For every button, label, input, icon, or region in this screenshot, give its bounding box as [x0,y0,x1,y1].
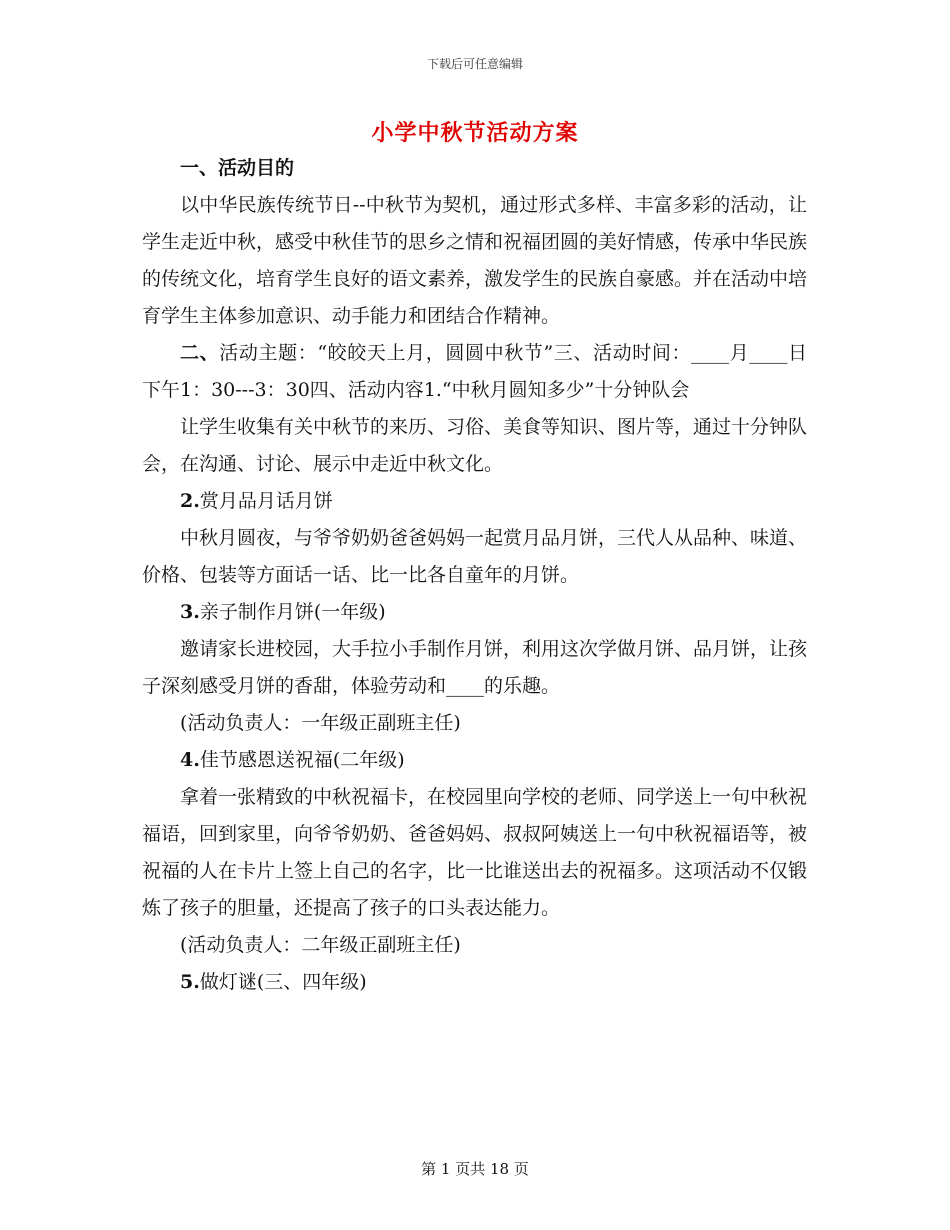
paragraph-item4: 拿着一张精致的中秋祝福卡，在校园里向学校的老师、同学送上一句中秋祝福语，回到家里，向爷爷奶奶、爸爸妈妈、叔叔阿姨送上一句中秋祝福语等，被祝福的人在卡片上签上自己的名字，比一比谁送出去的祝福多。这项活动不仅锻炼了孩子的胆量，还提高了孩子的口头表达能力。 [142,786,808,919]
item2-title: 赏月品月话月饼 [199,490,333,512]
item4-title: 佳节感恩送祝福(二年级) [199,749,405,771]
item5-number: 5. [180,971,200,993]
document-title: 小学中秋节活动方案 [371,120,579,146]
paragraph-item3: 邀请家长进校园，大手拉小手制作月饼，利用这次学做月饼、品月饼，让孩子深刻感受月饼的香甜，体验劳动和____的乐趣。 [142,638,808,697]
section-heading-theme: 二、 [180,342,220,364]
page-footer: 第 1 页共 18 页 [421,1160,529,1178]
item3-title: 亲子制作月饼(一年级) [199,601,386,623]
paragraph-theme-time-content [142,335,807,409]
item5-title: 做灯谜(三、四年级) [199,971,367,993]
section-heading-purpose: 一、活动目的 [180,157,295,179]
item5-heading [142,964,807,1001]
item4-responsible: (活动负责人：二年级正副班主任) [180,934,461,956]
item3-responsible: (活动负责人：一年级正副班主任) [180,712,461,734]
item2-number: 2. [180,490,200,512]
item4-number: 4. [180,749,200,771]
paragraph-item1: 让学生收集有关中秋节的来历、习俗、美食等知识、图片等，通过十分钟队会，在沟通、讨论、展示中走近中秋文化。 [142,416,808,475]
item3-heading [142,594,807,631]
paragraph-purpose: 以中华民族传统节日--中秋节为契机，通过形式多样、丰富多彩的活动，让学生走近中秋，感受中秋佳节的思乡之情和祝福团圆的美好情感，传承中华民族的传统文化，培育学生良好的语文素养，激发学生的民族自豪感。并在活动中培育学生主体参加意识、动手能力和团结合作精神。 [142,194,808,327]
item2-heading [142,483,807,520]
document-body [142,150,807,1001]
header-note: 下载后可任意编辑 [426,57,523,71]
item4-heading [142,742,807,779]
theme-time-content-text: 活动主题：“皎皎天上月，圆圆中秋节”三、活动时间：____月____日下午1：30---3：30四、活动内容1.“中秋月圆知多少”十分钟队会 [142,342,807,401]
paragraph-item2: 中秋月圆夜，与爷爷奶奶爸爸妈妈一起赏月品月饼，三代人从品种、味道、价格、包装等方面话一话、比一比各自童年的月饼。 [142,527,808,586]
item3-number: 3. [180,601,200,623]
